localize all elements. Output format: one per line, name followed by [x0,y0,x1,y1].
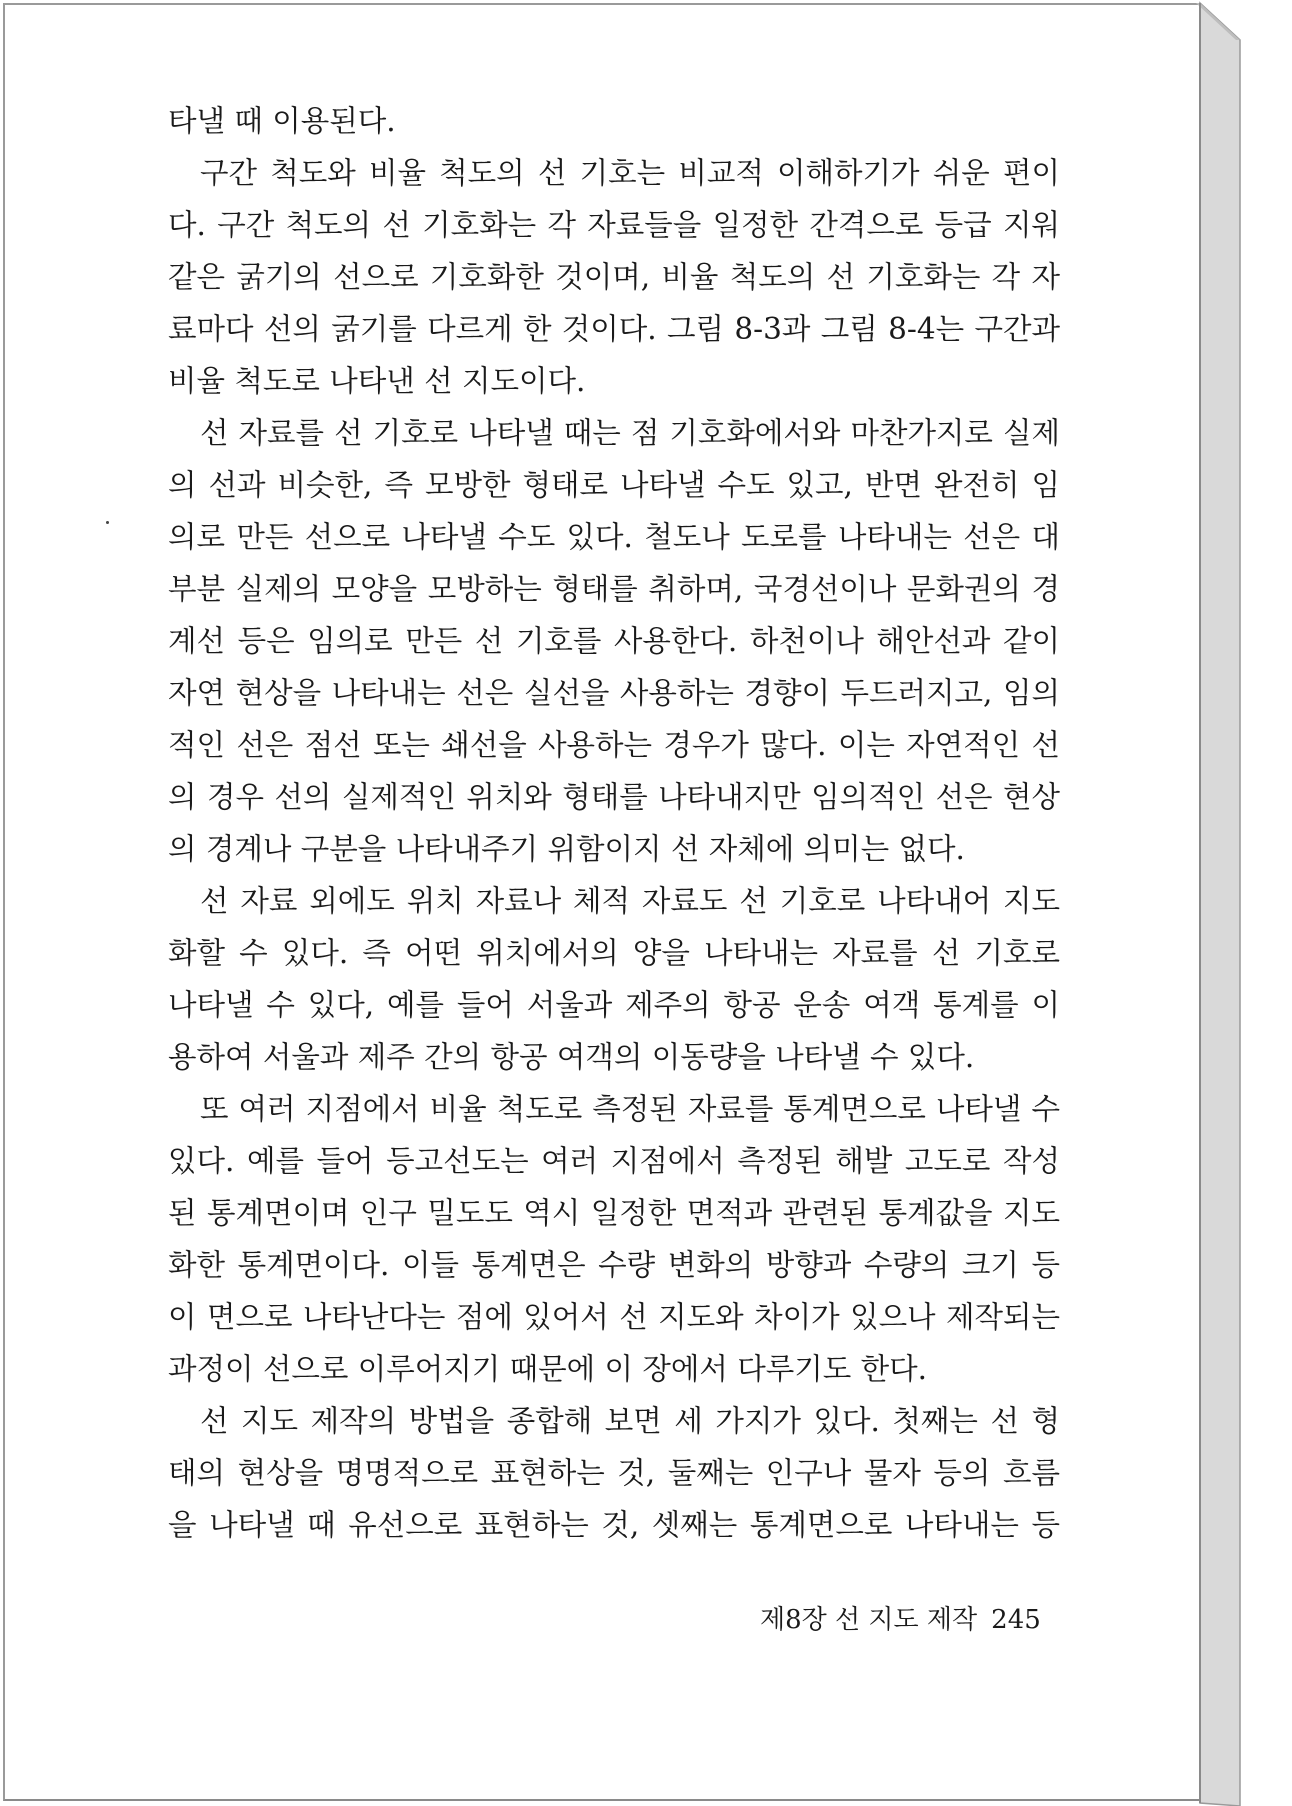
text-line: 부분 실제의 모양을 모방하는 형태를 취하며, 국경선이나 문화권의 경 [168,572,1060,606]
text-line: 료마다 선의 굵기를 다르게 한 것이다. 그림 8-3과 그림 8-4는 구간과 [168,312,1060,346]
text-line: 과정이 선으로 이루어지기 때문에 이 장에서 다루기도 한다. [168,1352,927,1386]
text-line: 비율 척도로 나타낸 선 지도이다. [168,364,586,398]
text-line: 나타낼 수 있다, 예를 들어 서울과 제주의 항공 운송 여객 통계를 이 [168,988,1060,1022]
body-text [168,95,1060,1551]
text-line: 적인 선은 점선 또는 쇄선을 사용하는 경우가 많다. 이는 자연적인 선 [168,728,1060,762]
text-line: 같은 굵기의 선으로 기호화한 것이며, 비율 척도의 선 기호화는 각 자 [168,260,1060,294]
text-line: 화할 수 있다. 즉 어떤 위치에서의 양을 나타내는 자료를 선 기호로 [168,936,1060,970]
text-line: 이 면으로 나타난다는 점에 있어서 선 지도와 차이가 있으나 제작되는 [168,1300,1060,1334]
text-line: 용하여 서울과 제주 간의 항공 여객의 이동량을 나타낼 수 있다. [168,1040,975,1074]
text-line: 된 통계면이며 인구 밀도도 역시 일정한 면적과 관련된 통계값을 지도 [168,1196,1060,1230]
text-line: 선 자료 외에도 위치 자료나 체적 자료도 선 기호로 나타내어 지도 [200,884,1060,918]
page-edge-top [1196,3,1240,40]
text-line: 자연 현상을 나타내는 선은 실선을 사용하는 경향이 두드러지고, 임의 [168,676,1060,710]
page-edge-side [1200,3,1240,1806]
text-line: 선 자료를 선 기호로 나타낼 때는 점 기호화에서와 마찬가지로 실제 [200,416,1060,450]
text-line: 타낼 때 이용된다. [168,104,396,138]
text-line: 계선 등은 임의로 만든 선 기호를 사용한다. 하천이나 해안선과 같이 [168,624,1060,658]
text-line: 을 나타낼 때 유선으로 표현하는 것, 셋째는 통계면으로 나타내는 등 [168,1508,1060,1542]
running-footer [760,1600,1041,1640]
text-line: 의로 만든 선으로 나타낼 수도 있다. 철도나 도로를 나타내는 선은 대 [168,520,1060,554]
text-line: 구간 척도와 비율 척도의 선 기호는 비교적 이해하기가 쉬운 편이 [200,156,1060,190]
stray-mark [106,521,109,524]
text-line: 화한 통계면이다. 이들 통계면은 수량 변화의 방향과 수량의 크기 등 [168,1248,1060,1282]
page-number: 245 [991,1605,1041,1635]
text-line: 의 경우 선의 실제적인 위치와 형태를 나타내지만 임의적인 선은 현상 [168,780,1060,814]
text-line: 선 지도 제작의 방법을 종합해 보면 세 가지가 있다. 첫째는 선 형 [200,1404,1060,1438]
chapter-title: 제8장 선 지도 제작 [760,1605,978,1635]
text-line: 의 경계나 구분을 나타내주기 위함이지 선 자체에 의미는 없다. [168,832,965,866]
text-line: 또 여러 지점에서 비율 척도로 측정된 자료를 통계면으로 나타낼 수 [200,1092,1060,1126]
text-line: 태의 현상을 명명적으로 표현하는 것, 둘째는 인구나 물자 등의 흐름 [168,1456,1060,1490]
text-line: 있다. 예를 들어 등고선도는 여러 지점에서 측정된 해발 고도로 작성 [168,1144,1060,1178]
text-line: 의 선과 비슷한, 즉 모방한 형태로 나타낼 수도 있고, 반면 완전히 임 [168,468,1060,502]
text-line: 다. 구간 척도의 선 기호화는 각 자료들을 일정한 간격으로 등급 지워 [168,208,1060,242]
